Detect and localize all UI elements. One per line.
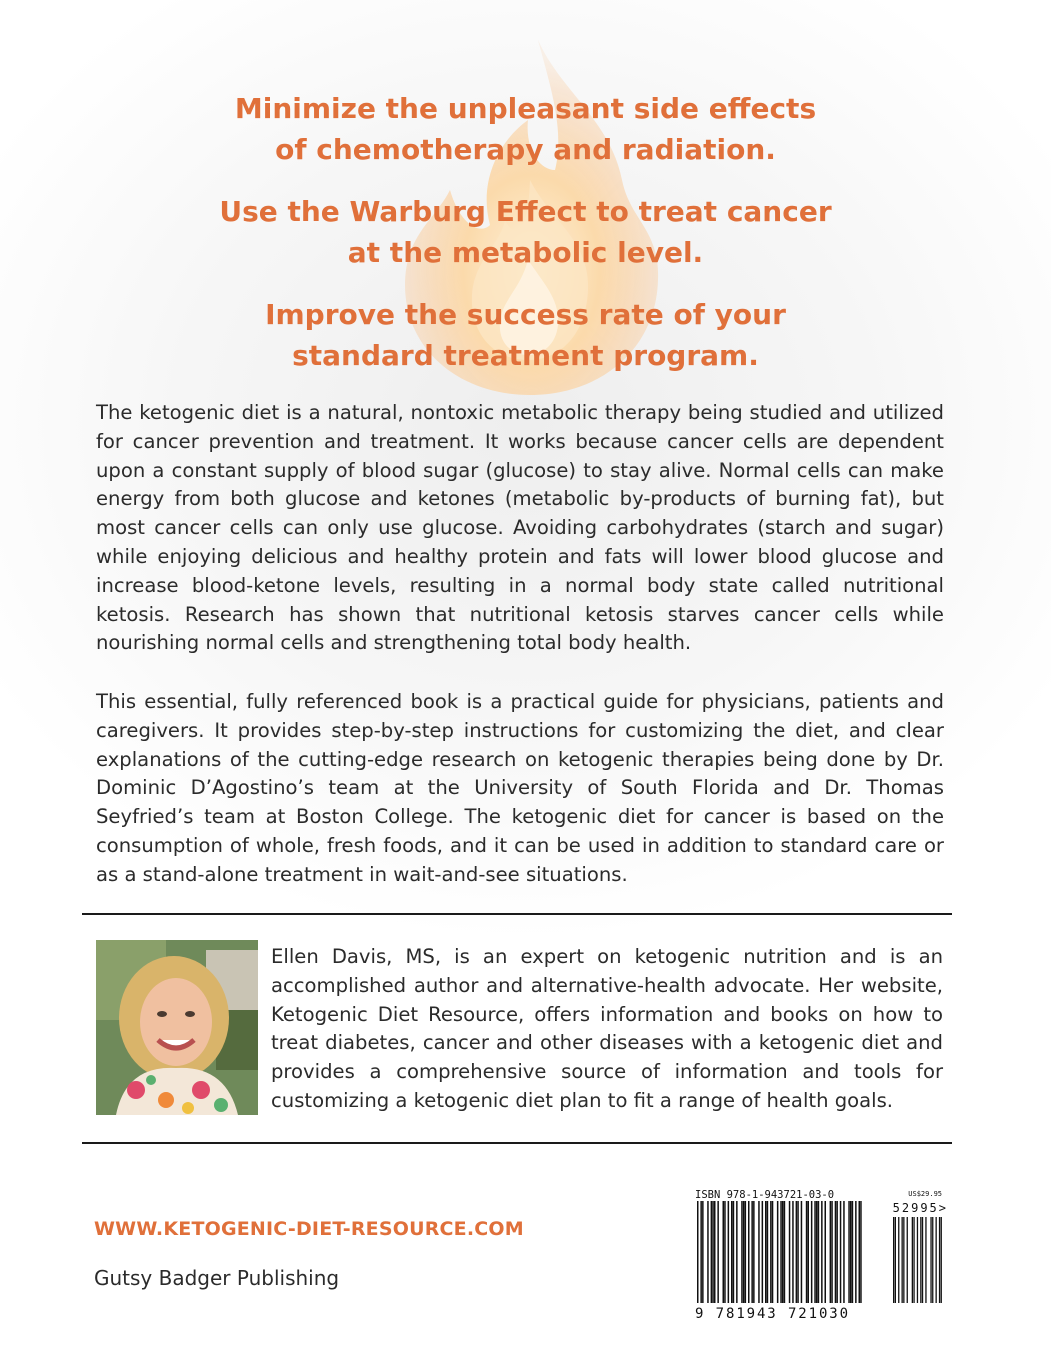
- barcode-bar: [712, 1201, 714, 1303]
- headline-1-line-2: of chemotherapy and radiation.: [275, 133, 776, 166]
- headline-3-line-1: Improve the success rate of your: [265, 298, 786, 331]
- barcode-bar: [784, 1201, 786, 1303]
- addon-bar: [902, 1217, 903, 1303]
- author-portrait-image: [96, 940, 258, 1115]
- barcode-bar: [724, 1201, 726, 1303]
- barcode-bar: [731, 1201, 733, 1303]
- barcode-bar: [765, 1201, 767, 1303]
- barcode-bar: [736, 1201, 738, 1303]
- addon-bar: [917, 1217, 918, 1303]
- addon-bar: [932, 1217, 933, 1303]
- barcode-bar: [855, 1201, 857, 1303]
- barcode-bar: [711, 1201, 713, 1303]
- divider-bottom: [82, 1142, 952, 1144]
- headline-3: [0, 294, 1051, 376]
- barcode-bar: [770, 1201, 772, 1303]
- barcode-bar: [758, 1201, 760, 1303]
- barcode-bar: [816, 1201, 818, 1303]
- ean-digits: 9 781943 721030: [695, 1306, 850, 1322]
- barcode-bar: [835, 1201, 837, 1303]
- addon-bar: [939, 1217, 940, 1303]
- barcode-bar: [818, 1201, 820, 1303]
- addon-bar: [903, 1217, 904, 1303]
- barcode-bar: [782, 1201, 784, 1303]
- barcode-bar: [840, 1201, 842, 1303]
- headline-2: [0, 191, 1051, 273]
- barcode-bar: [733, 1201, 735, 1303]
- headline-1-line-1: Minimize the unpleasant side effects: [234, 92, 817, 125]
- barcode-bar: [850, 1201, 852, 1303]
- barcode-bar: [792, 1201, 794, 1303]
- author-bio: Ellen Davis, MS, is an expert on ketogenic nutrition and is an accomplished author and alternative-health advocate. Her website, Ketogenic Diet Resource, offers information and books on how to treat diabetes, cancer and other diseases with a ketogenic diet and provides a comprehensive source of information and tools for customizing a ketogenic diet plan to fit a range of health goals.: [271, 945, 943, 1112]
- barcode-bar: [741, 1201, 743, 1303]
- headlines: [0, 88, 1051, 397]
- barcode-block: [693, 1187, 950, 1327]
- barcode-bar: [806, 1201, 808, 1303]
- barcode-bar: [808, 1201, 810, 1303]
- barcode-bar: [780, 1201, 782, 1303]
- addon-bar: [920, 1217, 921, 1303]
- addon-bar: [930, 1217, 931, 1303]
- barcode-bar: [859, 1201, 861, 1303]
- barcode-bar: [801, 1201, 803, 1303]
- headline-2-line-1: Use the Warburg Effect to treat cancer: [219, 195, 832, 228]
- barcode-bar: [700, 1201, 702, 1303]
- addon-bar: [922, 1217, 923, 1303]
- author-photo: [96, 940, 258, 1115]
- barcode-bar: [751, 1201, 753, 1303]
- barcode-bar: [860, 1201, 862, 1303]
- barcode-bar: [753, 1201, 755, 1303]
- barcode-bar: [797, 1201, 799, 1303]
- addon-bar: [925, 1217, 926, 1303]
- barcode-bar: [830, 1201, 832, 1303]
- barcode-bar: [772, 1201, 774, 1303]
- addon-bar: [941, 1217, 942, 1303]
- barcode-bar: [848, 1201, 850, 1303]
- barcode-bar: [728, 1201, 730, 1303]
- addon-bar: [895, 1217, 896, 1303]
- barcode-bar: [852, 1201, 854, 1303]
- barcode-bar: [743, 1201, 745, 1303]
- addon-bar: [936, 1217, 937, 1303]
- headline-2-line-2: at the metabolic level.: [347, 236, 704, 269]
- barcode-bar: [836, 1201, 838, 1303]
- description-paragraph-2: This essential, fully referenced book is a practical guide for physicians, patients and caregivers. It provides step-by-step instructions for customizing the diet, and clear explanations of the cutting-edge research on ketogenic therapies being done by Dr. Dominic D’Agostino’s team at the University of South Florida and Dr. Thomas Seyfried’s team at Boston College. The ketogenic diet for cancer is based on the consumption of whole, fresh foods, and it can be used in addition to standard care or as a stand-alone treatment in wait-and-see situations.: [96, 690, 944, 886]
- barcode-bar: [767, 1201, 769, 1303]
- barcode-bar: [814, 1201, 816, 1303]
- barcode-bar: [702, 1201, 704, 1303]
- barcode-bar: [825, 1201, 827, 1303]
- barcode-bar: [714, 1201, 716, 1303]
- isbn-label: ISBN 978-1-943721-03-0: [695, 1189, 835, 1201]
- barcode-bar: [789, 1201, 791, 1303]
- headline-1: [0, 88, 1051, 170]
- addon-digits: 52995>: [892, 1201, 948, 1215]
- addon-bar: [893, 1217, 894, 1303]
- barcode-bar: [777, 1201, 779, 1303]
- barcode-bar: [697, 1201, 699, 1303]
- barcode-bar: [717, 1201, 719, 1303]
- barcode-bars: [693, 1201, 950, 1307]
- divider-top: [82, 913, 952, 915]
- website-url[interactable]: WWW.KETOGENIC-DIET-RESOURCE.COM: [94, 1218, 524, 1240]
- description-paragraph-1: The ketogenic diet is a natural, nontoxic metabolic therapy being studied and utilized for cancer prevention and treatment. It works because cancer cells are dependent upon a constant supply of blood sugar (glucose) to stay alive. Normal cells can make energy from both glucose and ketones (metabolic by-products of burning fat), but most cancer cells can only use glucose. Avoiding carbohydrates (starch and sugar) while enjoying delicious and healthy protein and fats will lower blood glucose and increase blood-ketone levels, resulting in a normal body state called nutritional ketosis. Research has shown that nutritional ketosis starves cancer cells while nourishing normal cells and strengthening total body health.: [96, 401, 944, 655]
- barcode-bar: [811, 1201, 813, 1303]
- addon-bar: [907, 1217, 908, 1303]
- price-label: US$29.95: [908, 1190, 942, 1198]
- barcode-bar: [831, 1201, 833, 1303]
- addon-bar: [898, 1217, 899, 1303]
- barcode-bar: [745, 1201, 747, 1303]
- headline-3-line-2: standard treatment program.: [292, 339, 759, 372]
- barcode-bar: [821, 1201, 823, 1303]
- publisher-name: Gutsy Badger Publishing: [94, 1266, 340, 1290]
- barcode-bar: [762, 1201, 764, 1303]
- barcode-bar: [707, 1201, 709, 1303]
- addon-bar: [912, 1217, 913, 1303]
- barcode-bar: [748, 1201, 750, 1303]
- addon-bar: [913, 1217, 914, 1303]
- barcode-bar: [796, 1201, 798, 1303]
- barcode-bar: [843, 1201, 845, 1303]
- barcode-bar: [723, 1201, 725, 1303]
